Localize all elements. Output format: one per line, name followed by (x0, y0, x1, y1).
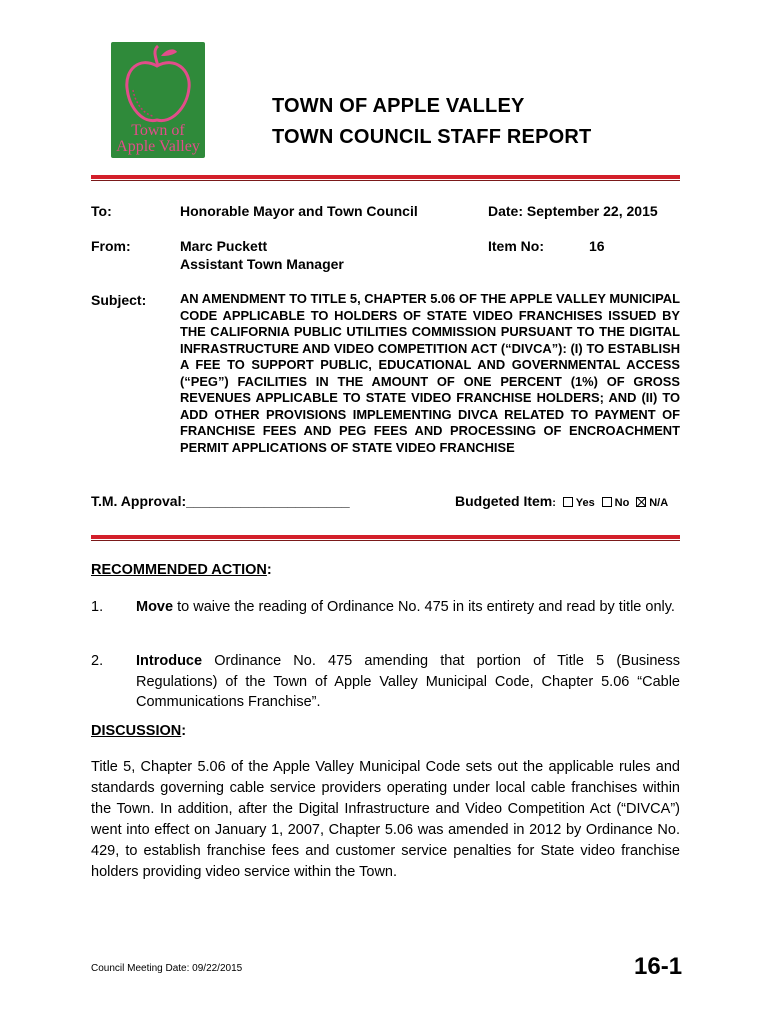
subject-label: Subject: (91, 292, 147, 308)
subject-text: AN AMENDMENT TO TITLE 5, CHAPTER 5.06 OF THE APPLE VALLEY MUNICIPAL CODE APPLICABLE TO HOLDERS OF STATE VIDEO FRANCHISES ISSUED BY THE CALIFORNIA PUBLIC UTILITIES COMMISSION PURSUANT TO THE DIGITAL INFRASTRUCTURE AND VIDEO COMPETITION ACT (“DIVCA”): (I) TO ESTABLISH A FEE TO SUPPORT PUBLIC, EDUCATIONAL AND GOVERNMENTAL ACCESS (“PEG”) FACILITIES IN THE AMOUNT OF ONE PERCENT (1%) OF GROSS REVENUES APPLICABLE TO STATE VIDEO FRANCHISE HOLDERS; AND (II) TO ADD OTHER PROVISIONS IMPLEMENTING DIVCA RELATED TO PAYMENT OF FRANCHISE FEES AND PEG FEES AND PROCESSING OF ENCROACHMENT PERMIT APPLICATIONS OF STATE VIDEO FRANCHISE (180, 291, 680, 455)
recommended-heading-text: RECOMMENDED ACTION (91, 562, 267, 578)
discussion-heading-colon: : (181, 723, 187, 739)
from-title: Assistant Town Manager (180, 256, 344, 272)
recommended-heading-colon: : (266, 562, 272, 578)
discussion-paragraph: Title 5, Chapter 5.06 of the Apple Valley Municipal Code sets out the applicable rules and standards governing cable service providers operating under local cable franchises within the Town. In addition, after the Digital Infrastructure and Video Competition Act (“DIVCA”) went into effect on January 1, 2007, Chapter 5.06 was amended in 2012 by Ordinance No. 429, to establish franchise fees and customer service penalties for State video franchise holders providing video service within the Town. (91, 759, 680, 880)
logo-line-2: Apple Valley (116, 138, 200, 155)
page-title-line-1: TOWN OF APPLE VALLEY (272, 95, 525, 117)
item-value: 16 (589, 238, 605, 254)
action-2-verb: Introduce (136, 653, 203, 669)
tm-approval-line: T.M. Approval:_____________________ (91, 493, 350, 509)
action-2 (136, 651, 680, 713)
memo-divider (91, 535, 680, 539)
discussion-heading (91, 723, 186, 739)
from-label: From: (91, 238, 131, 254)
date-label: Date: September 22, 2015 (488, 203, 658, 219)
no-label: No (614, 497, 630, 509)
to-label: To: (91, 203, 112, 219)
budgeted-colon: : (552, 497, 556, 509)
from-name: Marc Puckett (180, 238, 268, 254)
header-divider-shadow (91, 180, 680, 181)
footer-meeting-date: Council Meeting Date: 09/22/2015 (91, 963, 243, 974)
to-value: Honorable Mayor and Town Council (180, 203, 418, 219)
page-number: 16-1 (634, 953, 683, 980)
discussion-heading-text: DISCUSSION (91, 723, 182, 739)
header-divider (91, 175, 680, 179)
yes-checkbox[interactable] (563, 497, 573, 507)
town-logo (111, 42, 205, 158)
action-1 (136, 597, 680, 618)
na-checkbox[interactable] (636, 497, 646, 507)
no-checkbox[interactable] (602, 497, 612, 507)
action-2-number: 2. (91, 653, 104, 669)
action-1-verb: Move (136, 599, 174, 615)
memo-divider-shadow (91, 540, 680, 541)
page-title-line-2: TOWN COUNCIL STAFF REPORT (272, 126, 592, 148)
budgeted-label: Budgeted Item (455, 493, 553, 509)
action-1-text: to waive the reading of Ordinance No. 475 in its entirety and read by title only. (173, 599, 675, 615)
action-2-text: Ordinance No. 475 amending that portion of Title 5 (Business Regulations) of the Town of Apple Valley Municipal Code, Chapter 5.06 “Cable Communications Franchise”. (136, 653, 680, 710)
action-1-number: 1. (91, 599, 104, 615)
logo-line-1: Town of (131, 122, 185, 139)
item-label: Item No: (488, 238, 544, 254)
budgeted-item (455, 493, 668, 509)
na-label: N/A (649, 497, 669, 509)
recommended-heading (91, 562, 272, 578)
yes-label: Yes (575, 497, 595, 509)
